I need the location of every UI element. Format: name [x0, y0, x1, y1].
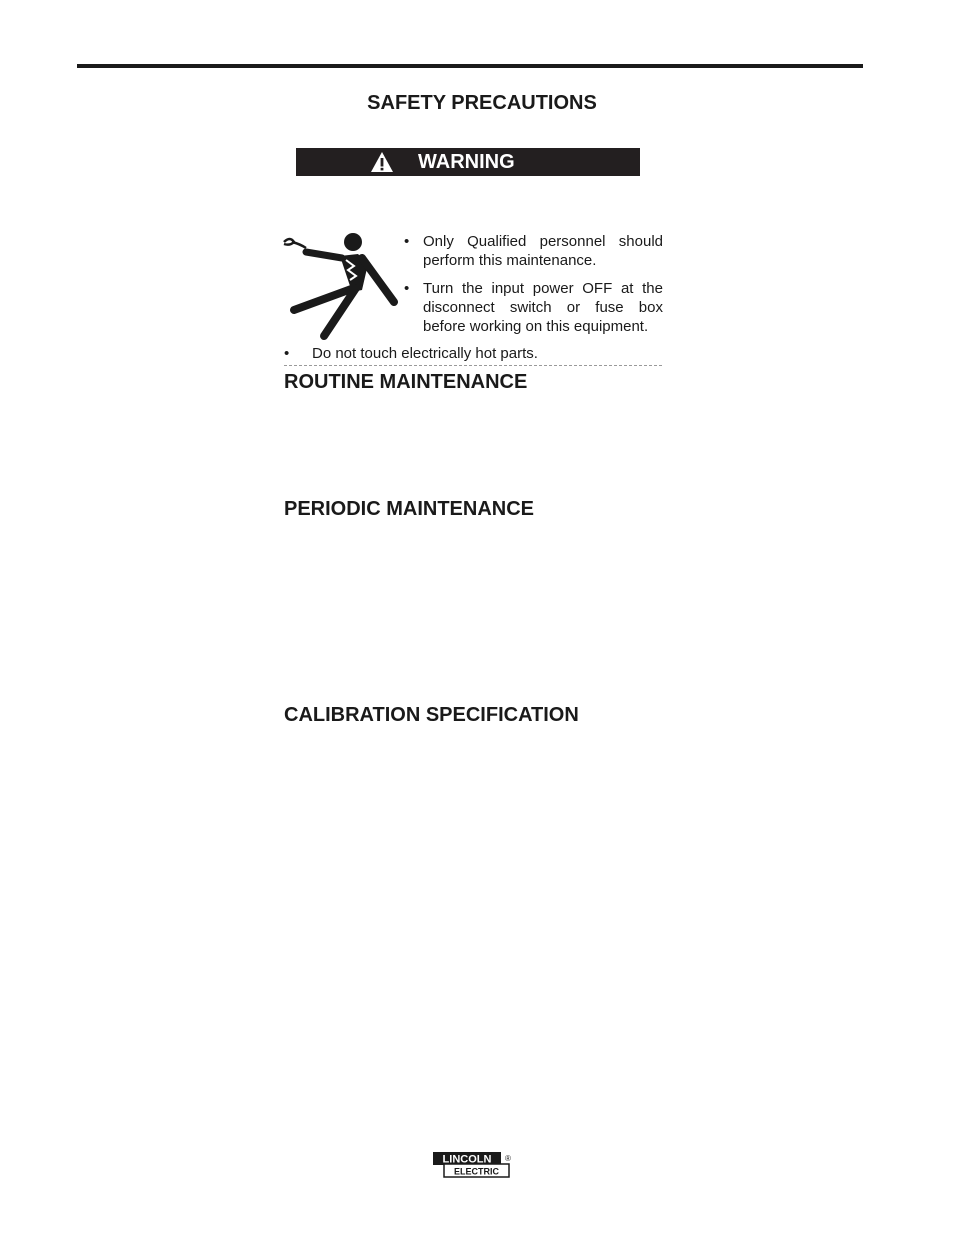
warning-text: Only Qualified personnel should perform this maintenance. — [423, 233, 663, 269]
warning-label: WARNING — [418, 151, 515, 173]
bottom-warning-text: Do not touch electrically hot parts. — [312, 345, 538, 362]
warning-triangle-icon — [370, 151, 394, 173]
bottom-warning — [284, 344, 538, 363]
warning-banner — [296, 148, 640, 176]
logo-registered-mark: ® — [505, 1154, 511, 1163]
lincoln-electric-logo — [432, 1150, 512, 1180]
warning-item — [404, 232, 663, 270]
top-rule — [77, 64, 863, 68]
bullet: • — [404, 233, 410, 250]
electric-shock-person-icon — [282, 230, 398, 342]
warning-list — [404, 232, 663, 345]
routine-maintenance-title: ROUTINE MAINTENANCE — [284, 371, 528, 393]
warning-item — [404, 279, 663, 336]
calibration-specification-title: CALIBRATION SPECIFICATION — [284, 704, 579, 726]
logo-top-text: LINCOLN — [442, 1153, 492, 1166]
warning-text: Turn the input power OFF at the disconnect switch or fuse box before working on this equipment. — [423, 280, 663, 335]
bullet: • — [284, 345, 290, 362]
logo-bottom-text: ELECTRIC — [454, 1166, 499, 1177]
safety-precautions-title: SAFETY PRECAUTIONS — [367, 92, 597, 114]
dashed-divider — [284, 365, 662, 366]
bullet: • — [404, 280, 410, 297]
periodic-maintenance-title: PERIODIC MAINTENANCE — [284, 498, 535, 520]
